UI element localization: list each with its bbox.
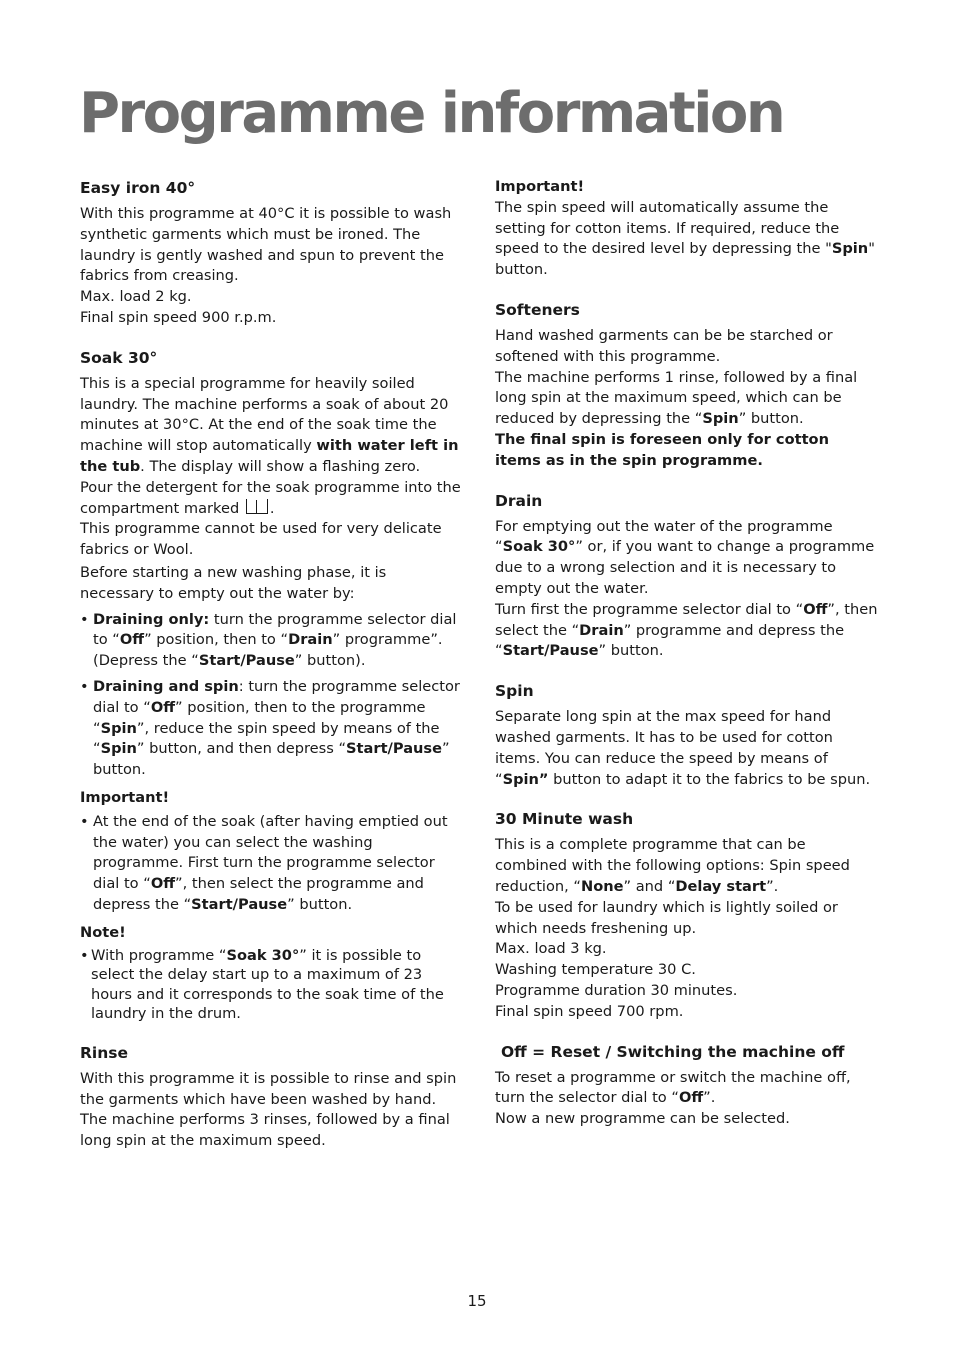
- easy-iron-spin-speed: Final spin speed 900 r.p.m.: [80, 308, 277, 326]
- section-easy-iron: [80, 177, 464, 329]
- list-item: • With programme “Soak 30°” it is possible to select the delay start up to a maximum of 23 hours and it corresponds to the soak time of the laundry in the drum.: [80, 946, 464, 1024]
- heading-soak-important: Important!: [80, 788, 170, 806]
- off-note: Now a new programme can be selected.: [495, 1110, 790, 1128]
- soak-drain-options: [80, 610, 464, 781]
- drain-instructions: Turn first the programme selector dial to “Off”, then select the “Drain” programme and depress the “Start/Pause” button.: [495, 600, 878, 660]
- left-column: [80, 177, 464, 1170]
- soak-description: This is a special programme for heavily soiled laundry. The machine performs a soak of about 20 minutes at 30°C. At the end of the soak time the machine will stop automatically with water left in the tub. The display will show a flashing zero.: [80, 374, 459, 475]
- easy-iron-max-load: Max. load 2 kg.: [80, 288, 192, 306]
- soak-note-list: [80, 946, 464, 1024]
- off-description: To reset a programme or switch the machine off, turn the selector dial to “Off”.: [495, 1068, 851, 1107]
- heading-off: Off = Reset / Switching the machine off: [501, 1042, 845, 1061]
- minute30-max-load: Max. load 3 kg.: [495, 940, 607, 958]
- page-number: 15: [467, 1292, 487, 1310]
- section-soak: [80, 347, 464, 1024]
- rinse-description: With this programme it is possible to rinse and spin the garments which have been washed by hand. The machine performs 3 rinses, followed by a final long spin at the maximum speed.: [80, 1069, 457, 1150]
- heading-important: Important!: [495, 178, 585, 195]
- section-drain: [495, 490, 879, 663]
- heading-drain: Drain: [495, 491, 543, 510]
- minute30-duration: Programme duration 30 minutes.: [495, 981, 738, 999]
- section-spin: [495, 680, 879, 790]
- minute30-temperature: Washing temperature 30 C.: [495, 961, 696, 979]
- section-30-minute-wash: [495, 808, 879, 1022]
- minute30-usage: To be used for laundry which is lightly soiled or which needs freshening up.: [495, 898, 838, 937]
- drain-description: For emptying out the water of the programme “Soak 30°” or, if you want to change a programme due to a wrong selection and it is necessary to empty out the water.: [495, 517, 875, 597]
- heading-spin: Spin: [495, 682, 534, 701]
- section-rinse: [80, 1042, 464, 1152]
- compartment-symbol-icon: [246, 499, 268, 514]
- soak-restriction: This programme cannot be used for very delicate fabrics or Wool.: [80, 520, 442, 559]
- heading-30-minute-wash: 30 Minute wash: [495, 810, 634, 829]
- heading-easy-iron: Easy iron 40°: [80, 179, 196, 197]
- important-description: The spin speed will automatically assume the setting for cotton items. If required, reduce the speed to the desired level by depressing the "Spin" button.: [495, 198, 875, 279]
- heading-rinse: Rinse: [80, 1043, 129, 1062]
- minute30-spin-speed: Final spin speed 700 rpm.: [495, 1002, 684, 1020]
- easy-iron-description: With this programme at 40°C it is possible to wash synthetic garments which must be ironed. The laundry is gently washed and spun to prevent the fabrics from creasing.: [80, 205, 452, 285]
- softeners-note: The final spin is foreseen only for cotton items as in the spin programme.: [495, 430, 829, 469]
- minute30-description: This is a complete programme that can be combined with the following options: Spin speed reduction, “None” and “Delay start”.: [495, 836, 850, 895]
- page-title: Programme information: [79, 81, 784, 146]
- heading-softeners: Softeners: [495, 300, 580, 319]
- section-off: [495, 1041, 879, 1130]
- right-column: [495, 177, 879, 1148]
- soak-important-list: [80, 812, 464, 916]
- softeners-description: Hand washed garments can be be starched or softened with this programme.: [495, 326, 833, 365]
- list-item: • Draining only: turn the programme selector dial to “Off” position, then to “Drain” programme”. (Depress the “Start/Pause” button).: [80, 610, 464, 672]
- section-important: [495, 177, 879, 281]
- softeners-rinse: The machine performs 1 rinse, followed by a final long spin at the maximum speed, which can be reduced by depressing the “Spin” button.: [495, 368, 858, 428]
- list-item: • At the end of the soak (after having emptied out the water) you can select the washing programme. First turn the programme selector dial to “Off”, then select the programme and depress the “Start/Pause” button.: [80, 812, 464, 916]
- list-item: • Draining and spin: turn the programme selector dial to “Off” position, then to the programme “Spin”, reduce the spin speed by means of the “Spin” button, and then depress “Start/Pause” button.: [80, 677, 464, 781]
- section-softeners: [495, 299, 879, 472]
- spin-description: Separate long spin at the max speed for hand washed garments. It has to be used for cotton items. You can reduce the speed by means of “Spin” button to adapt it to the fabrics to be spun.: [495, 708, 871, 788]
- soak-detergent-note: Pour the detergent for the soak programme into the compartment marked .: [80, 478, 461, 517]
- heading-soak-note: Note!: [80, 923, 126, 941]
- soak-empty-water: Before starting a new washing phase, it is necessary to empty out the water by:: [80, 563, 387, 602]
- heading-soak: Soak 30°: [80, 348, 158, 367]
